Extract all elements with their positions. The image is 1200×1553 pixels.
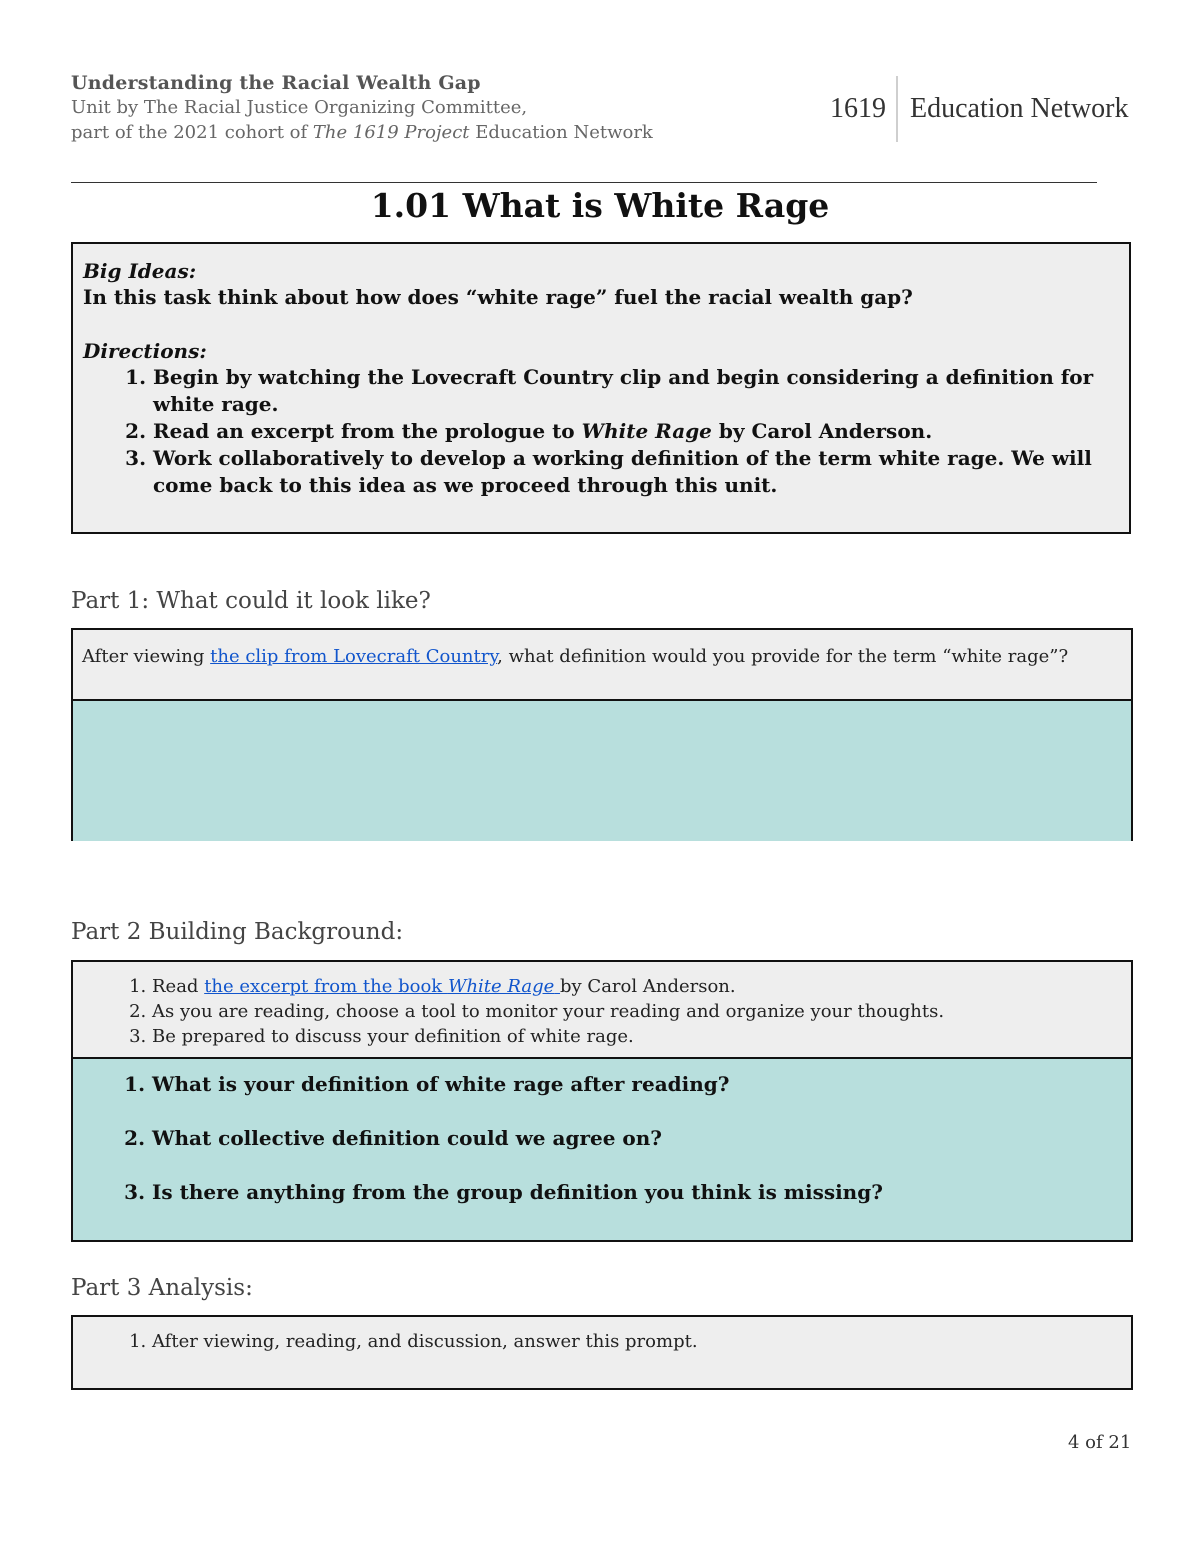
part3-table: [71, 1315, 1133, 1390]
directions-list: [83, 364, 1119, 499]
direction-item: 3. Work collaboratively to develop a working definition of the term white rage. We will come back to this idea as we proceed through this unit.: [153, 445, 1119, 499]
part1-prompt: [73, 630, 1131, 670]
header-rule: [71, 182, 1097, 183]
part2-questions-list: [73, 1071, 1131, 1206]
big-ideas-question: In this task think about how does “white rage” fuel the racial wealth gap?: [83, 285, 913, 309]
big-ideas-box: [71, 242, 1131, 534]
question-item: 2. What collective definition could we agree on?: [152, 1125, 1131, 1152]
part3-heading: Part 3 Analysis:: [71, 1275, 253, 1301]
instruction-item: 3. Be prepared to discuss your definition of white rage.: [152, 1024, 1131, 1049]
logo-name: Education Network: [910, 93, 1129, 124]
big-ideas-label: Big Ideas:: [83, 259, 197, 283]
page-number: 4 of 21: [1068, 1432, 1132, 1453]
part2-instructions-list: [73, 974, 1131, 1049]
white-rage-excerpt-link[interactable]: [204, 976, 560, 997]
directions-label: Directions:: [83, 339, 207, 363]
direction-item: [153, 418, 1119, 445]
part1-heading: Part 1: What could it look like?: [71, 588, 431, 614]
part1-table: [71, 628, 1133, 841]
link-book-title: White Rage: [447, 976, 555, 997]
education-network-logo: [830, 76, 1129, 142]
direction-text: Read an excerpt from the prologue to: [153, 419, 582, 443]
spacer: [83, 311, 1119, 338]
unit-author-line: Unit by The Racial Justice Organizing Committee,: [71, 97, 528, 118]
part2-heading: Part 2 Building Background:: [71, 919, 404, 945]
part2-instructions-row: [73, 962, 1131, 1057]
cohort-text-pre: part of the 2021 cohort of: [71, 122, 313, 143]
part1-answer-area[interactable]: [73, 699, 1131, 841]
cohort-project-name: The 1619 Project: [312, 122, 470, 143]
prompt-text: After viewing: [82, 646, 211, 667]
instruction-item: 2. As you are reading, choose a tool to monitor your reading and organize your thoughts.: [152, 999, 1131, 1024]
part2-questions-row: [73, 1057, 1131, 1240]
direction-text: by Carol Anderson.: [711, 419, 933, 443]
part2-table: [71, 960, 1133, 1242]
instruction-text: by Carol Anderson.: [560, 976, 736, 997]
analysis-item: 1. After viewing, reading, and discussion, answer this prompt.: [152, 1329, 1131, 1354]
part1-prompt-row: [73, 630, 1131, 699]
link-text: the excerpt from the book: [204, 976, 448, 997]
book-title: White Rage: [581, 419, 712, 443]
part3-list: [73, 1329, 1131, 1354]
page-title: 1.01 What is White Rage: [370, 186, 830, 225]
question-item: 3. Is there anything from the group definition you think is missing?: [152, 1179, 1131, 1206]
instruction-item: [152, 974, 1131, 999]
lovecraft-clip-link[interactable]: the clip from Lovecraft Country: [210, 646, 498, 667]
cohort-text-post: Education Network: [469, 122, 653, 143]
unit-cohort-line: [71, 122, 653, 143]
direction-item: 1. Begin by watching the Lovecraft Country clip and begin considering a definition for white rage.: [153, 364, 1119, 418]
question-item: 1. What is your definition of white rage after reading?: [152, 1071, 1131, 1098]
unit-title: Understanding the Racial Wealth Gap: [71, 72, 481, 94]
instruction-text: Read: [152, 976, 205, 997]
logo-number: 1619: [830, 93, 886, 124]
prompt-text: , what definition would you provide for the term “white rage”?: [497, 646, 1069, 667]
